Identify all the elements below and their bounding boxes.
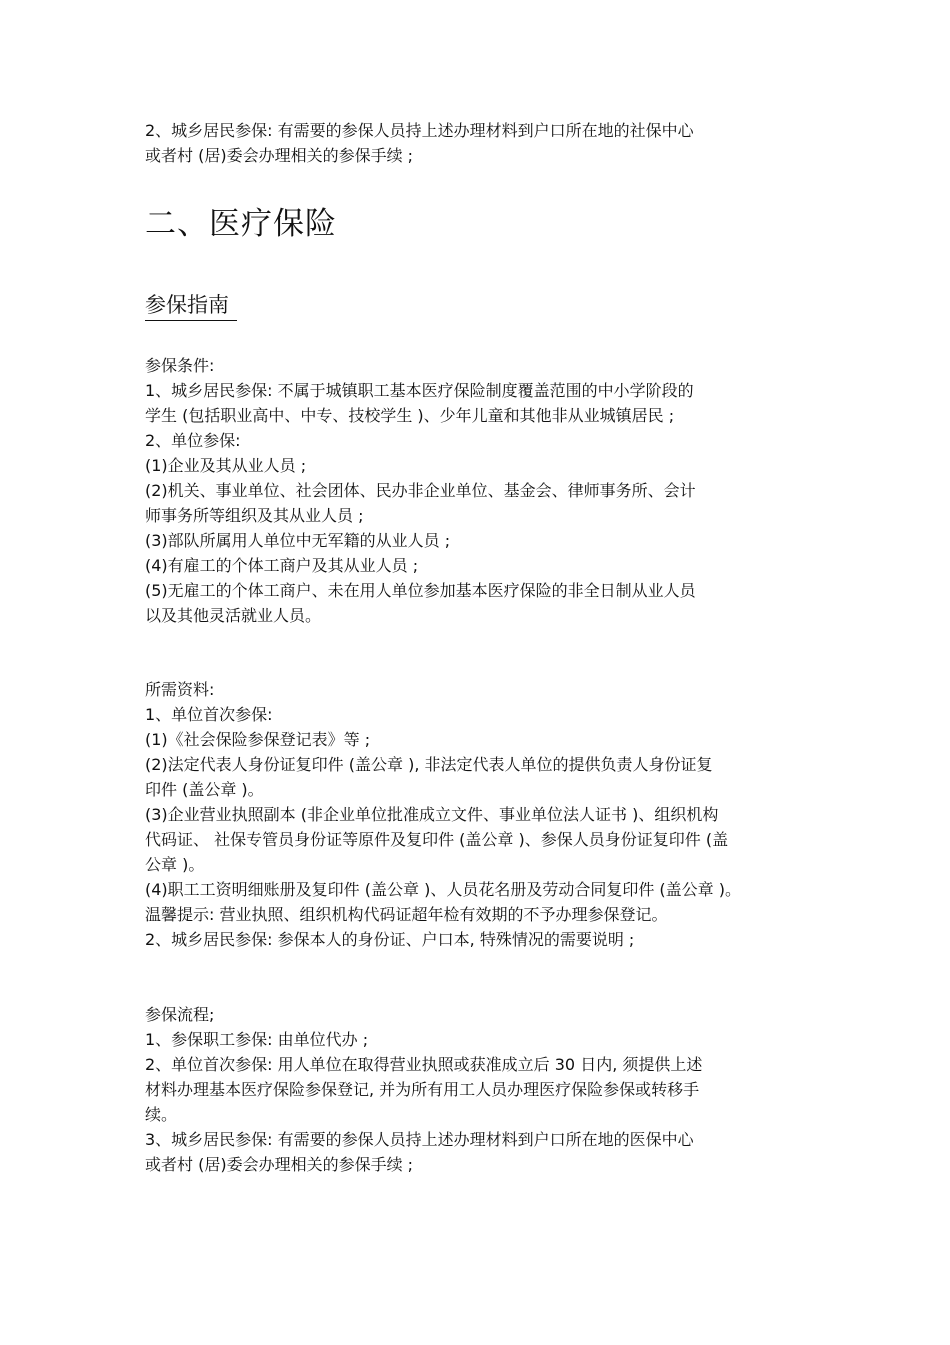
- text-line: 材料办理基本医疗保险参保登记, 并为所有用工人员办理医疗保险参保或转移手: [145, 1080, 700, 1099]
- text-line: 续。: [145, 1105, 178, 1124]
- text-line: 3、城乡居民参保: 有需要的参保人员持上述办理材料到户口所在地的医保中心: [145, 1130, 694, 1149]
- paragraph-residents-social-insurance: [145, 118, 815, 168]
- text-line: 2、单位参保:: [145, 431, 241, 450]
- text-line: 2、城乡居民参保: 有需要的参保人员持上述办理材料到户口所在地的社保中心: [145, 121, 694, 140]
- text-line: 印件 (盖公章 )。: [145, 780, 264, 799]
- text-line: (1)企业及其从业人员 ;: [145, 456, 307, 475]
- text-line: (4)有雇工的个体工商户及其从业人员 ;: [145, 556, 419, 575]
- subheading-enrollment-guide: 参保指南: [145, 290, 237, 321]
- section-enrollment-process: [145, 1002, 815, 1177]
- section-heading-medical-insurance: 二、医疗保险: [145, 206, 337, 242]
- text-line: 公章 )。: [145, 855, 205, 874]
- materials-title: 所需资料:: [145, 680, 215, 699]
- text-line: (2)法定代表人身份证复印件 (盖公章 ), 非法定代表人单位的提供负责人身份证复: [145, 755, 713, 774]
- text-line: 或者村 (居)委会办理相关的参保手续 ;: [145, 1155, 414, 1174]
- text-line: 以及其他灵活就业人员。: [145, 606, 322, 625]
- text-line: 学生 (包括职业高中、中专、技校学生 )、少年儿童和其他非从业城镇居民 ;: [145, 406, 675, 425]
- text-line: 1、城乡居民参保: 不属于城镇职工基本医疗保险制度覆盖范围的中小学阶段的: [145, 381, 694, 400]
- process-title: 参保流程;: [145, 1005, 215, 1024]
- text-line: (4)职工工资明细账册及复印件 (盖公章 )、人员花名册及劳动合同复印件 (盖公章 )。: [145, 880, 741, 899]
- text-line: (2)机关、事业单位、社会团体、民办非企业单位、基金会、律师事务所、会计: [145, 481, 696, 500]
- section-conditions: [145, 353, 815, 628]
- text-line: 代码证、 社保专管员身份证等原件及复印件 (盖公章 )、参保人员身份证复印件 (盖: [145, 830, 729, 849]
- text-line: 或者村 (居)委会办理相关的参保手续 ;: [145, 146, 414, 165]
- text-line: (3)企业营业执照副本 (非企业单位批准成立文件、事业单位法人证书 )、组织机构: [145, 805, 719, 824]
- text-line: 2、城乡居民参保: 参保本人的身份证、户口本, 特殊情况的需要说明 ;: [145, 930, 635, 949]
- text-line: 温馨提示: 营业执照、组织机构代码证超年检有效期的不予办理参保登记。: [145, 905, 668, 924]
- text-line: 师事务所等组织及其从业人员 ;: [145, 506, 364, 525]
- section-required-materials: [145, 677, 815, 952]
- text-line: 1、单位首次参保:: [145, 705, 273, 724]
- conditions-title: 参保条件:: [145, 356, 215, 375]
- text-line: (3)部队所属用人单位中无军籍的从业人员 ;: [145, 531, 451, 550]
- text-line: 2、单位首次参保: 用人单位在取得营业执照或获准成立后 30 日内, 须提供上述: [145, 1055, 703, 1074]
- text-line: 1、参保职工参保: 由单位代办 ;: [145, 1030, 369, 1049]
- text-line: (5)无雇工的个体工商户、未在用人单位参加基本医疗保险的非全日制从业人员: [145, 581, 696, 600]
- text-line: (1)《社会保险参保登记表》等 ;: [145, 730, 371, 749]
